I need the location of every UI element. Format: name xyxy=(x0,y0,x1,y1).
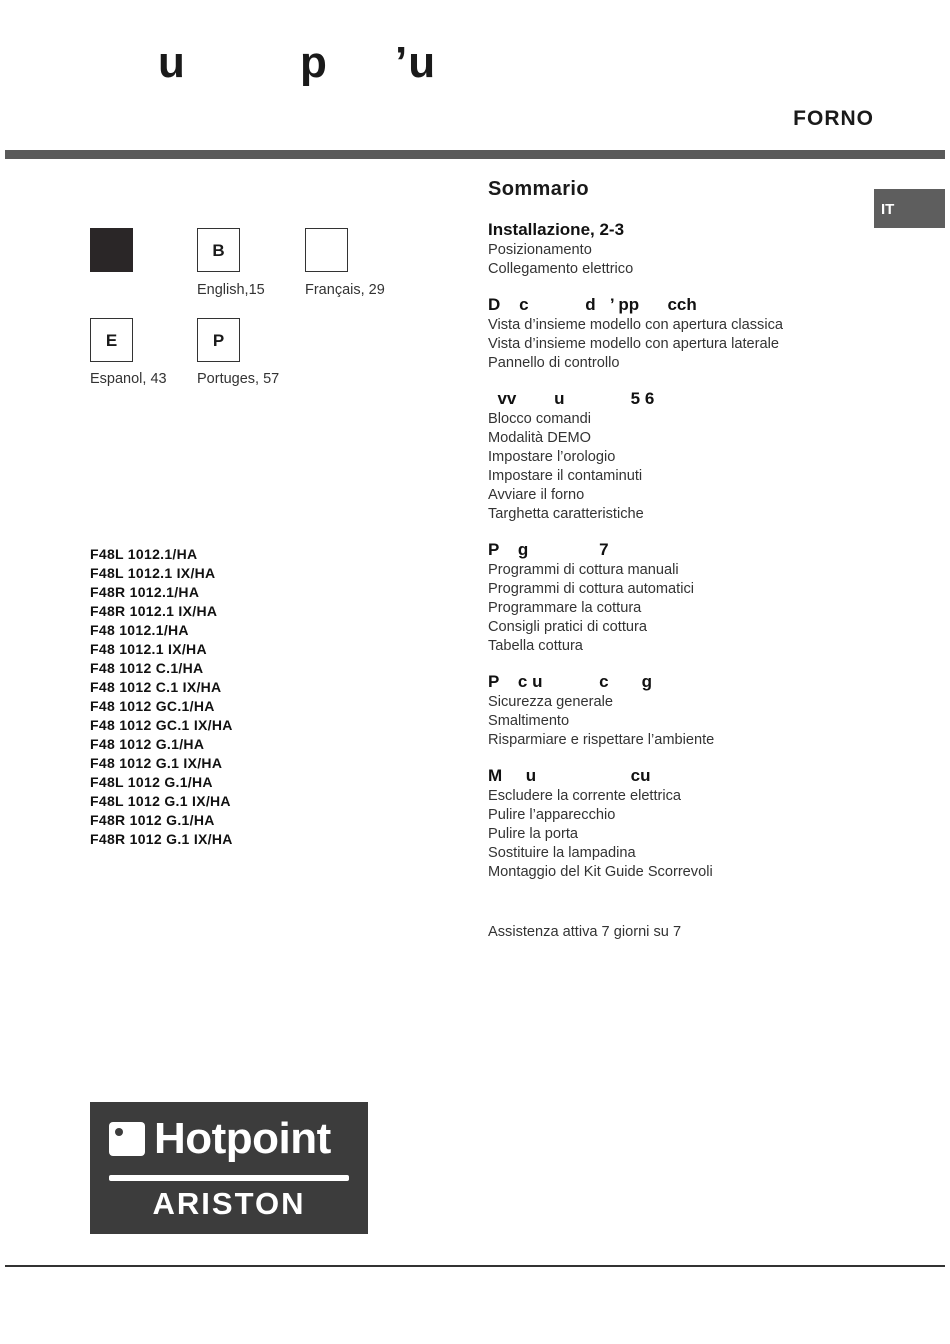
toc-item[interactable]: Avviare il forno xyxy=(488,487,585,503)
toc-section-maintenance xyxy=(488,765,858,882)
model-list xyxy=(90,545,233,849)
model-item: F48R 1012 G.1 IX/HA xyxy=(90,831,233,847)
model-item: F48 1012 GC.1 IX/HA xyxy=(90,717,233,733)
toc-section-precautions xyxy=(488,671,858,750)
table-of-contents xyxy=(488,178,858,897)
model-item: F48 1012 C.1 IX/HA xyxy=(90,679,222,695)
title-fragment-3: ’u xyxy=(395,38,437,87)
logo-wordmark-ariston: ARISTON xyxy=(152,1186,306,1221)
toc-item[interactable]: Vista d’insieme modello con apertura classica xyxy=(488,317,783,333)
toc-item[interactable]: Montaggio del Kit Guide Scorrevoli xyxy=(488,864,713,880)
toc-item[interactable]: Impostare l’orologio xyxy=(488,449,616,465)
model-item: F48 1012 GC.1/HA xyxy=(90,698,215,714)
toc-section-installation xyxy=(488,219,858,279)
model-item: F48R 1012.1/HA xyxy=(90,584,200,600)
product-label: FORNO xyxy=(793,107,874,130)
toc-title: Sommario xyxy=(488,178,590,200)
toc-section-programs xyxy=(488,539,858,656)
toc-item[interactable]: Pannello di controllo xyxy=(488,355,620,371)
model-item: F48L 1012 G.1/HA xyxy=(90,774,213,790)
lang-label-english: English,15 xyxy=(197,282,265,298)
model-item: F48 1012.1/HA xyxy=(90,622,189,638)
toc-item[interactable]: Risparmiare e rispettare l’ambiente xyxy=(488,732,715,748)
toc-item[interactable]: Programmi di cottura automatici xyxy=(488,581,695,597)
toc-item[interactable]: Smaltimento xyxy=(488,713,570,729)
toc-item[interactable]: Sicurezza generale xyxy=(488,694,613,710)
toc-heading[interactable]: D c d ’ pp cch xyxy=(488,295,697,314)
model-item: F48 1012 G.1 IX/HA xyxy=(90,755,223,771)
toc-item[interactable]: Tabella cottura xyxy=(488,638,583,654)
toc-item[interactable]: Modalità DEMO xyxy=(488,430,591,446)
toc-item[interactable]: Collegamento elettrico xyxy=(488,261,634,277)
lang-label-spanish: Espanol, 43 xyxy=(90,371,167,387)
toc-item[interactable]: Pulire l’apparecchio xyxy=(488,807,616,823)
brand-logo xyxy=(90,1102,368,1234)
logo-wordmark-hotpoint: Hotpoint xyxy=(154,1114,331,1163)
title-fragment-1: u xyxy=(158,38,186,87)
toc-heading[interactable]: P c u c g xyxy=(488,672,653,691)
toc-item[interactable]: Targhetta caratteristiche xyxy=(488,506,644,522)
top-divider xyxy=(5,150,945,159)
assistance-note: Assistenza attiva 7 giorni su 7 xyxy=(488,924,682,940)
toc-heading[interactable]: vv u 5 6 xyxy=(488,389,655,408)
lang-label-portuguese: Portuges, 57 xyxy=(197,371,280,387)
toc-heading[interactable]: M u cu xyxy=(488,766,651,785)
model-item: F48 1012 G.1/HA xyxy=(90,736,205,752)
toc-section-startup xyxy=(488,388,858,524)
model-item: F48R 1012.1 IX/HA xyxy=(90,603,218,619)
lang-box-italian[interactable] xyxy=(90,228,133,272)
toc-item[interactable]: Blocco comandi xyxy=(488,411,592,427)
title-fragment-2: p xyxy=(300,38,328,87)
toc-item[interactable]: Consigli pratici di cottura xyxy=(488,619,647,635)
lang-box-french[interactable] xyxy=(305,228,348,272)
logo-mark-icon xyxy=(109,1122,145,1156)
logo-divider xyxy=(109,1175,349,1181)
toc-item[interactable]: Posizionamento xyxy=(488,242,592,258)
toc-item[interactable]: Pulire la porta xyxy=(488,826,579,842)
lang-label-french: Français, 29 xyxy=(305,282,385,298)
toc-heading[interactable]: P g 7 xyxy=(488,540,609,559)
model-item: F48L 1012.1/HA xyxy=(90,546,198,562)
toc-item[interactable]: Vista d’insieme modello con apertura laterale xyxy=(488,336,779,352)
lang-box-portuguese[interactable]: P xyxy=(197,318,240,362)
toc-section-description xyxy=(488,294,858,373)
toc-heading[interactable]: Installazione, 2-3 xyxy=(488,220,625,239)
model-item: F48 1012.1 IX/HA xyxy=(90,641,207,657)
lang-box-english[interactable]: B xyxy=(197,228,240,272)
toc-item[interactable]: Programmare la cottura xyxy=(488,600,642,616)
toc-item[interactable]: Impostare il contaminuti xyxy=(488,468,643,484)
lang-box-spanish[interactable]: E xyxy=(90,318,133,362)
model-item: F48L 1012 G.1 IX/HA xyxy=(90,793,231,809)
model-item: F48L 1012.1 IX/HA xyxy=(90,565,216,581)
toc-item[interactable]: Escludere la corrente elettrica xyxy=(488,788,682,804)
model-item: F48 1012 C.1/HA xyxy=(90,660,204,676)
bottom-divider xyxy=(5,1265,945,1267)
toc-item[interactable]: Sostituire la lampadina xyxy=(488,845,636,861)
language-tab-it[interactable]: IT xyxy=(874,189,945,228)
toc-item[interactable]: Programmi di cottura manuali xyxy=(488,562,679,578)
model-item: F48R 1012 G.1/HA xyxy=(90,812,215,828)
